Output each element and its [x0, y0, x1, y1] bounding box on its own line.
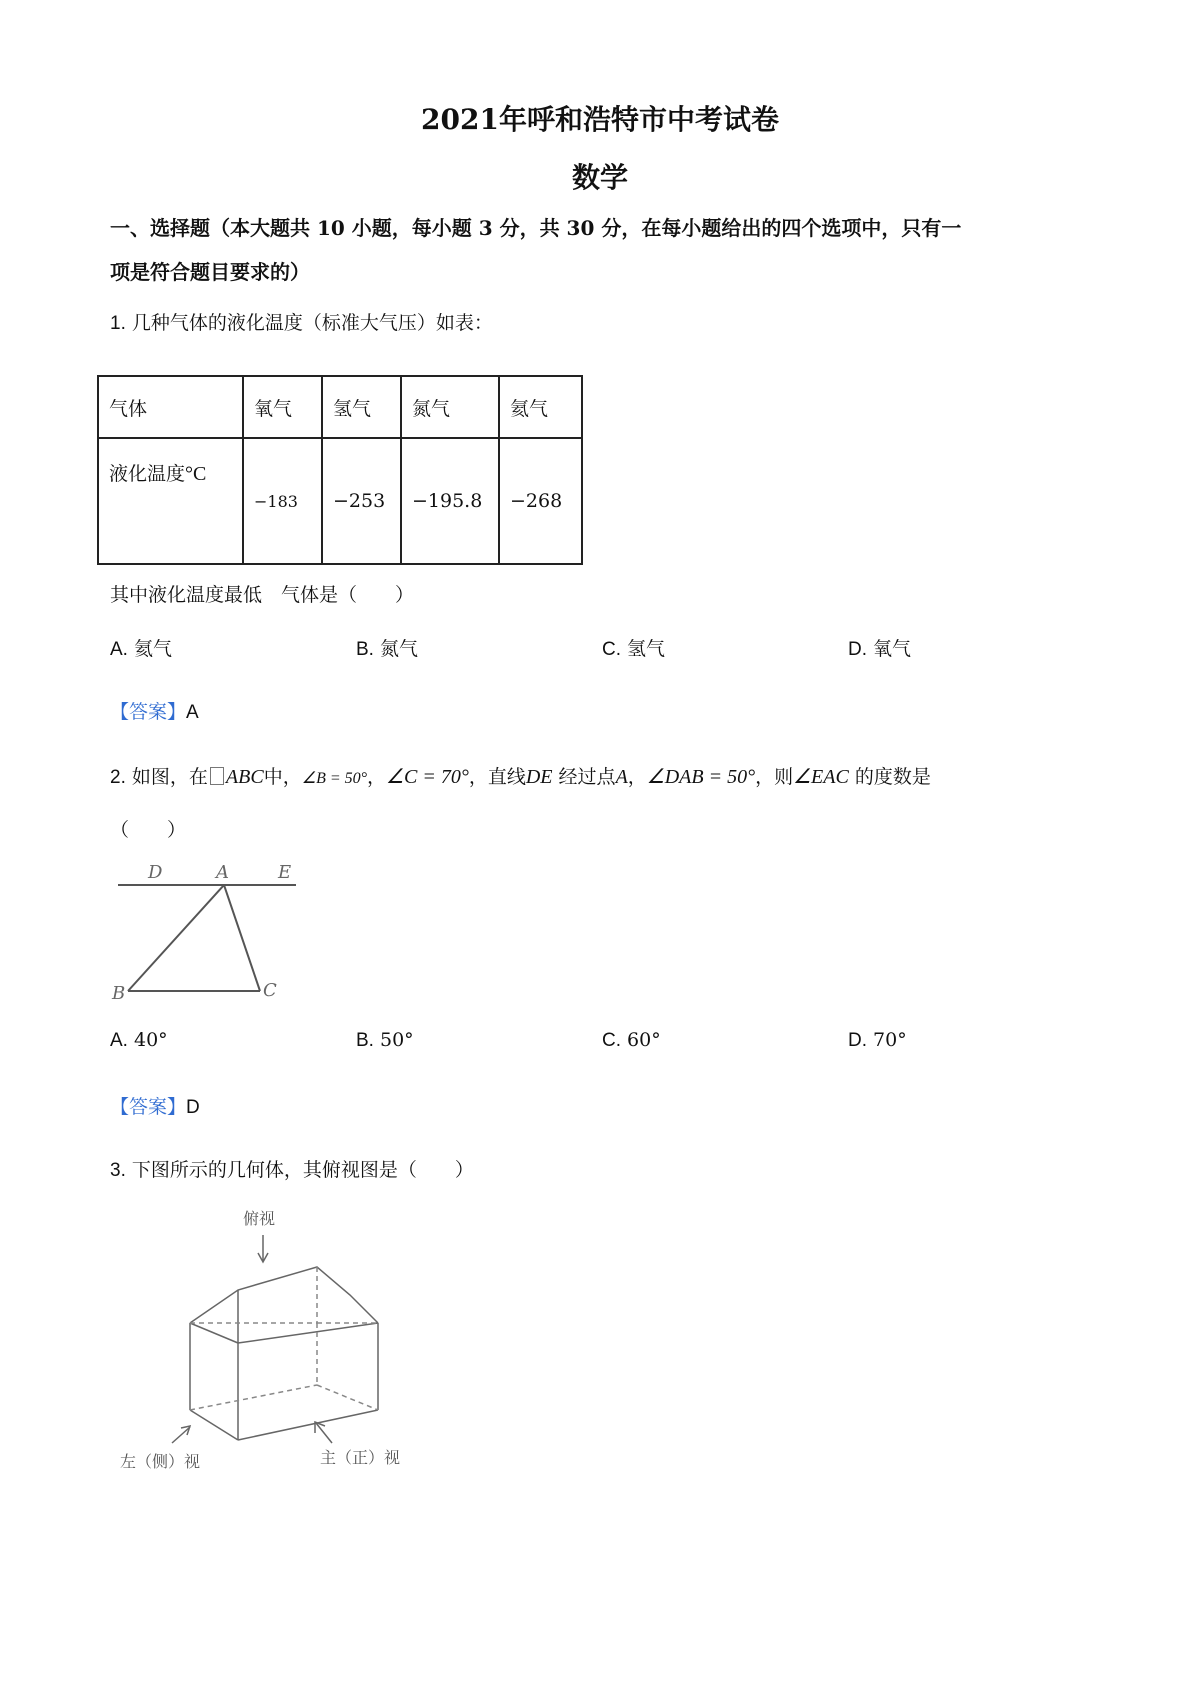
row-label-cell — [98, 438, 243, 564]
option-text: 70° — [873, 1029, 907, 1051]
exam-title: 2021年呼和浩特市中考试卷 — [421, 103, 779, 136]
gas-table — [97, 375, 583, 565]
option-text: 60° — [627, 1029, 661, 1051]
angle-eac: ∠EAC — [793, 766, 849, 788]
option-c[interactable] — [602, 1029, 661, 1052]
option-a[interactable] — [110, 1029, 168, 1052]
option-text: 氧气 — [873, 638, 912, 660]
option-label: D. — [848, 1030, 867, 1051]
option-label: C. — [602, 639, 621, 660]
solid-figure — [110, 1195, 450, 1475]
answer-value: A — [186, 702, 199, 723]
stem-text: 的度数是 — [854, 766, 931, 788]
base-edge — [238, 1410, 378, 1440]
triangle-figure — [100, 860, 310, 1010]
label-d: D — [148, 862, 163, 883]
option-text: 氦气 — [134, 638, 173, 660]
stem-text: ，则 — [755, 766, 794, 788]
value-cell: −195.8 — [401, 438, 499, 564]
option-text: 氮气 — [380, 638, 419, 660]
label-c: C — [263, 980, 277, 1001]
separator: ， — [627, 766, 647, 788]
gas-name-cell: 氮气 — [401, 376, 499, 438]
triangle-name: ABC — [225, 766, 264, 788]
roof-ridge-front — [238, 1323, 378, 1343]
option-label: D. — [848, 639, 867, 660]
row-unit: °C — [185, 463, 207, 485]
gas-name-cell: 氦气 — [499, 376, 582, 438]
option-label: A. — [110, 639, 128, 660]
stem-text: ，直线 — [468, 766, 526, 788]
answer-tag: 【答案】 — [110, 1096, 187, 1118]
label-a: A — [216, 862, 229, 883]
question-2-stem — [110, 762, 1100, 789]
value-cell: −268 — [499, 438, 582, 564]
option-d[interactable] — [848, 634, 911, 661]
section-heading-line-2: 项是符合题目要求的） — [110, 260, 310, 284]
option-label: B. — [356, 639, 374, 660]
separator: ， — [367, 766, 387, 788]
answer-value: D — [186, 1097, 200, 1118]
question-1-answer — [110, 697, 199, 724]
value-cell: −183 — [243, 438, 322, 564]
angle-dab: ∠DAB = 50° — [646, 766, 756, 788]
base-edge — [190, 1410, 238, 1440]
section-heading-line-1: 一、选择题（本大题共 10 小题，每小题 3 分，共 30 分，在每小题给出的四个选项中，只有一 — [110, 216, 962, 240]
front-view-label: 主（正）视 — [320, 1448, 401, 1467]
option-text: 40° — [134, 1029, 168, 1051]
roof-left-edge — [190, 1323, 238, 1343]
row-label: 液化温度 — [109, 463, 186, 485]
stem-text: 中， — [263, 766, 302, 788]
side-ac — [224, 885, 260, 991]
hidden-edge — [190, 1385, 317, 1410]
option-d[interactable] — [848, 1029, 907, 1052]
label-b: B — [112, 983, 126, 1004]
question-2-answer — [110, 1092, 200, 1119]
hidden-edge — [317, 1385, 378, 1410]
line-de: DE — [525, 766, 553, 788]
option-text: 氢气 — [627, 638, 666, 660]
label-e: E — [278, 862, 292, 883]
question-text: 下图所示的几何体，其俯视图是（ ） — [131, 1159, 474, 1181]
angle-c: ∠C = 70° — [386, 766, 469, 788]
left-view-label: 左（侧）视 — [120, 1452, 201, 1471]
option-c[interactable] — [602, 634, 665, 661]
table-value-row — [98, 438, 582, 564]
table-header-row — [98, 376, 582, 438]
question-number: 1. — [110, 313, 126, 334]
stem-text: 如图，在 — [131, 766, 208, 788]
option-b[interactable] — [356, 1029, 414, 1052]
roof-front-edges — [190, 1267, 378, 1323]
subject-title: 数学 — [571, 161, 628, 194]
option-text: 50° — [380, 1029, 414, 1051]
option-a[interactable] — [110, 634, 172, 661]
value-cell: −253 — [322, 438, 401, 564]
stem-text: 经过点 — [558, 766, 616, 788]
top-view-label: 俯视 — [243, 1209, 276, 1228]
option-b[interactable] — [356, 634, 418, 661]
triangle-symbol-box — [210, 767, 224, 785]
gas-name-cell: 氧气 — [243, 376, 322, 438]
gas-name-cell: 氢气 — [322, 376, 401, 438]
answer-tag: 【答案】 — [110, 701, 187, 723]
question-2-paren: （ ） — [110, 819, 187, 841]
question-1-prompt: 其中液化温度最低 气体是（ ） — [110, 584, 415, 606]
question-3-stem — [110, 1155, 474, 1182]
option-label: A. — [110, 1030, 128, 1051]
angle-b: ∠B = 50° — [301, 770, 368, 787]
side-ab — [128, 885, 224, 991]
option-label: C. — [602, 1030, 621, 1051]
question-text: 几种气体的液化温度（标准大气压）如表： — [131, 312, 493, 334]
header-label-cell: 气体 — [98, 376, 243, 438]
question-number: 2. — [110, 767, 126, 788]
option-label: B. — [356, 1030, 374, 1051]
question-number: 3. — [110, 1160, 126, 1181]
question-1-stem — [110, 308, 493, 335]
point-a: A — [615, 766, 628, 788]
